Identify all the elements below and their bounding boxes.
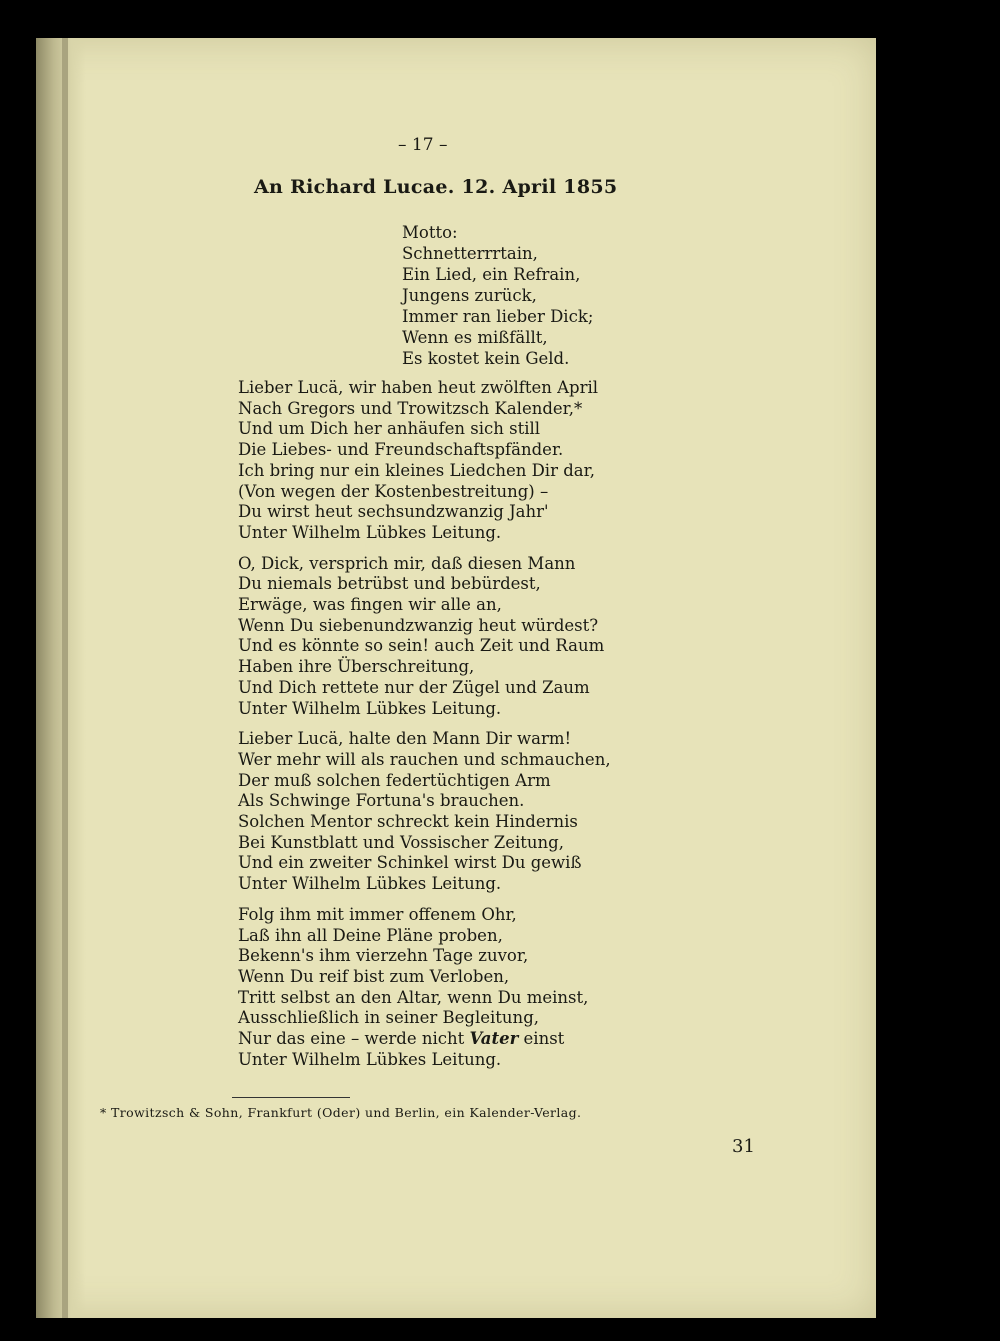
stanza-3 — [238, 729, 611, 895]
motto-line: Wenn es mißfällt, — [402, 328, 548, 347]
poem-line: Unter Wilhelm Lübkes Leitung. — [238, 874, 502, 894]
poem-line: O, Dick, versprich mir, daß diesen Mann — [238, 553, 576, 573]
poem-line — [238, 1029, 611, 1050]
poem-line: Und es könnte so sein! auch Zeit und Raum — [238, 636, 605, 656]
poem-line: Unter Wilhelm Lübkes Leitung. — [238, 1049, 502, 1069]
page-gutter-shadow — [36, 38, 86, 1318]
poem-line: Laß ihn all Deine Pläne proben, — [238, 925, 503, 945]
footnote: * Trowitzsch & Sohn, Frankfurt (Oder) und Berlin, ein Kalender-Verlag. — [100, 1105, 582, 1120]
emphasized-word: Vater — [469, 1029, 519, 1049]
poem-line: Wenn Du siebenundzwanzig heut würdest? — [238, 615, 599, 635]
stanza-2 — [238, 554, 611, 720]
poem-line: Die Liebes- und Freundschaftspfänder. — [238, 440, 564, 460]
stanza-1 — [238, 378, 611, 544]
motto-line: Es kostet kein Geld. — [402, 349, 570, 368]
poem-line: Tritt selbst an den Altar, wenn Du meinst, — [238, 987, 589, 1007]
poem-line: Lieber Lucä, wir haben heut zwölften April — [238, 378, 599, 397]
poem-line: Solchen Mentor schreckt kein Hindernis — [238, 812, 578, 832]
poem-line: Und um Dich her anhäufen sich still — [238, 419, 541, 439]
poem-line: Ich bring nur ein kleines Liedchen Dir dar, — [238, 460, 595, 480]
poem-line: Bei Kunstblatt und Vossischer Zeitung, — [238, 832, 564, 852]
page-number-bottom: 31 — [732, 1136, 755, 1157]
poem-title: An Richard Lucae. 12. April 1855 — [254, 176, 618, 198]
poem-line: Du wirst heut sechsundzwanzig Jahr' — [238, 502, 549, 522]
poem-line: Nach Gregors und Trowitzsch Kalender,* — [238, 398, 583, 418]
motto-line: Schnetterrrtain, — [402, 244, 538, 263]
poem-line: Unter Wilhelm Lübkes Leitung. — [238, 698, 502, 718]
poem-line: (Von wegen der Kostenbestreitung) – — [238, 481, 549, 501]
poem-body — [238, 378, 611, 1081]
poem-line: Und Dich rettete nur der Zügel und Zaum — [238, 677, 590, 697]
poem-line: Ausschließlich in seiner Begleitung, — [238, 1008, 539, 1028]
page-number-top: – 17 – — [398, 135, 448, 155]
motto-line: Immer ran lieber Dick; — [402, 307, 594, 326]
poem-line: Und ein zweiter Schinkel wirst Du gewiß — [238, 853, 582, 873]
poem-line: Bekenn's ihm vierzehn Tage zuvor, — [238, 946, 529, 966]
poem-line: Erwäge, was fingen wir alle an, — [238, 595, 502, 615]
page-edge — [62, 38, 68, 1318]
motto-line: Ein Lied, ein Refrain, — [402, 265, 581, 284]
motto — [402, 222, 593, 369]
poem-line: Als Schwinge Fortuna's brauchen. — [238, 791, 525, 811]
poem-line: Wer mehr will als rauchen und schmauchen, — [238, 749, 611, 769]
poem-line: Du niemals betrübst und bebürdest, — [238, 574, 541, 594]
poem-line: Haben ihre Überschreitung, — [238, 657, 475, 677]
stanza-4 — [238, 905, 611, 1071]
poem-line: Unter Wilhelm Lübkes Leitung. — [238, 522, 502, 542]
poem-line: Wenn Du reif bist zum Verloben, — [238, 966, 510, 986]
poem-line: Der muß solchen federtüchtigen Arm — [238, 770, 551, 790]
poem-line: Folg ihm mit immer offenem Ohr, — [238, 904, 517, 924]
poem-line-part: Nur das eine – werde nicht — [238, 1029, 470, 1049]
footnote-rule — [232, 1097, 350, 1098]
poem-line: Lieber Lucä, halte den Mann Dir warm! — [238, 729, 572, 749]
motto-line: Jungens zurück, — [402, 286, 537, 305]
poem-line-part: einst — [518, 1029, 565, 1049]
motto-label: Motto: — [402, 223, 458, 242]
